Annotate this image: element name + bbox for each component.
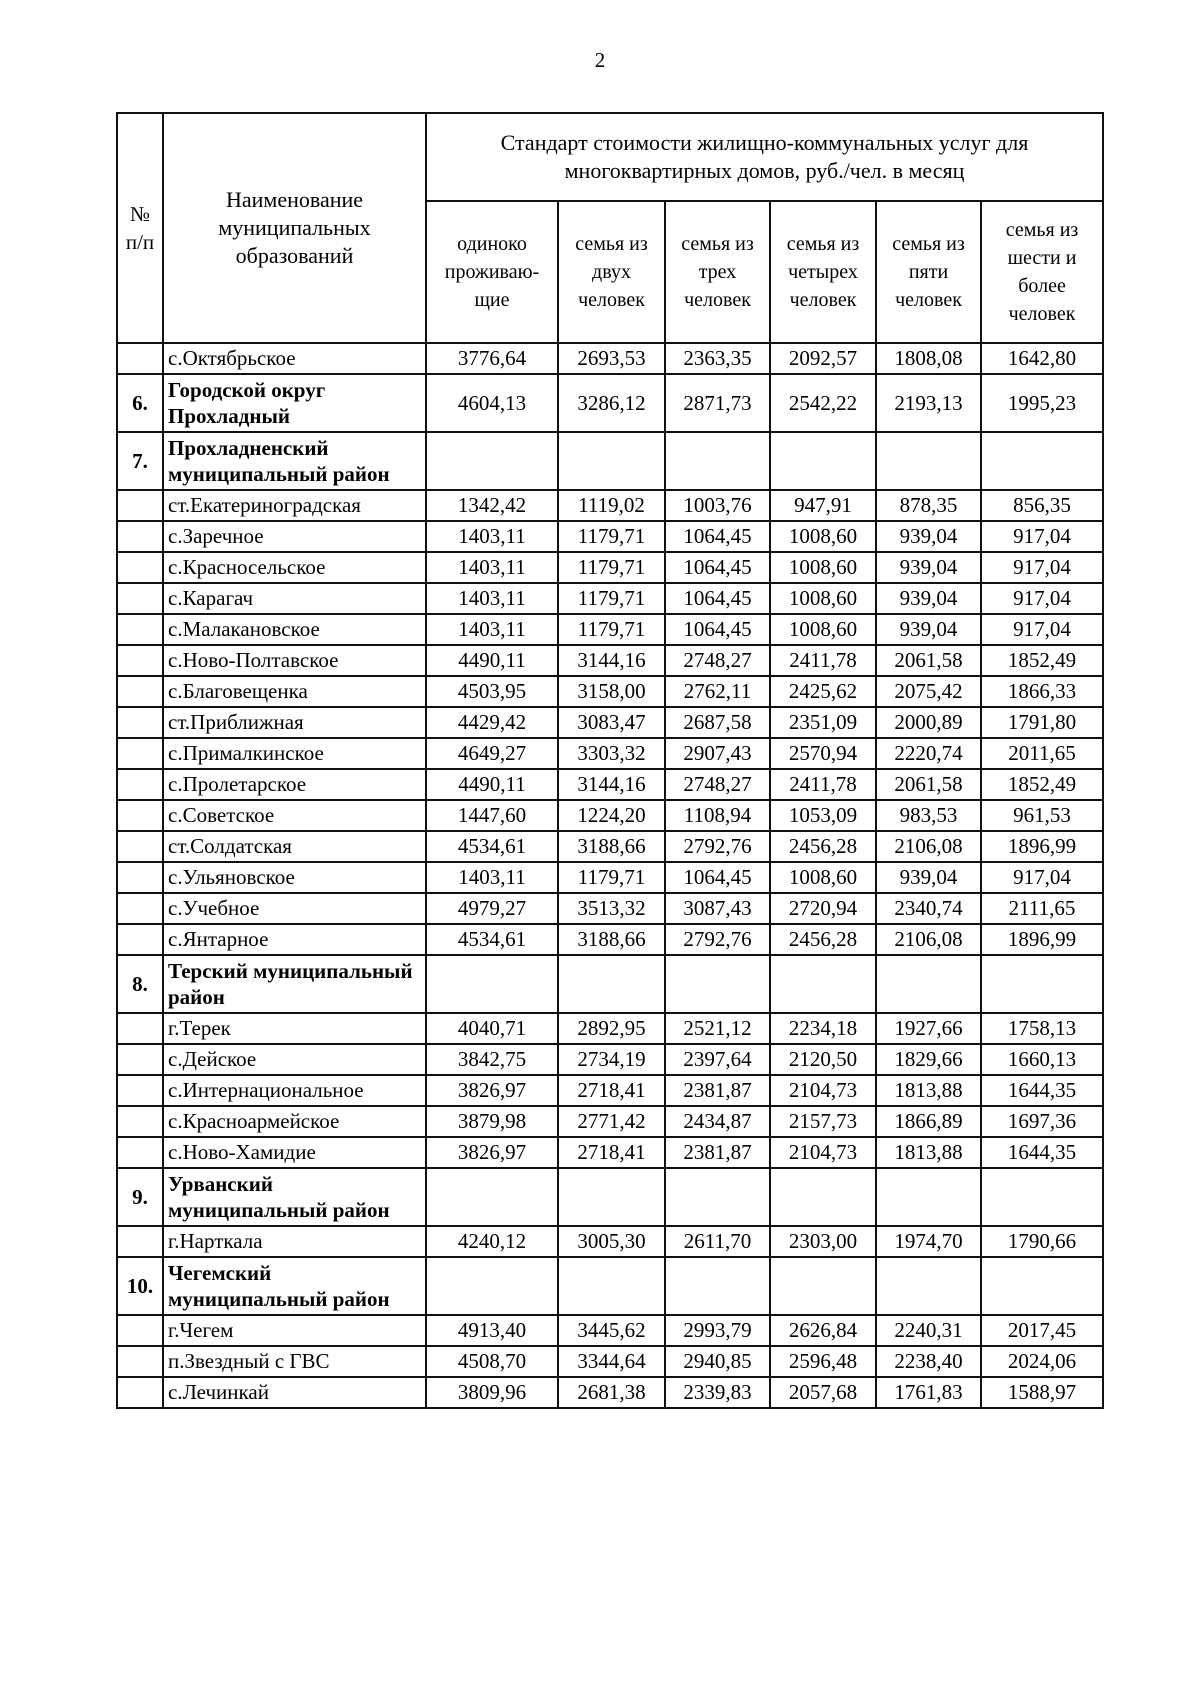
settlement-name: с.Красноармейское — [163, 1106, 426, 1137]
cost-value: 961,53 — [981, 800, 1103, 831]
cost-value: 1660,13 — [981, 1044, 1103, 1075]
cost-value: 2907,43 — [665, 738, 770, 769]
cost-value: 1791,80 — [981, 707, 1103, 738]
table-row — [117, 583, 1103, 614]
cost-value: 2940,85 — [665, 1346, 770, 1377]
cost-value: 1403,11 — [426, 614, 558, 645]
settlement-name: с.Ново-Хамидие — [163, 1137, 426, 1168]
row-number — [117, 893, 163, 924]
cost-value: 2106,08 — [876, 924, 981, 955]
cost-value: 4979,27 — [426, 893, 558, 924]
cost-value: 2075,42 — [876, 676, 981, 707]
cost-value: 4534,61 — [426, 924, 558, 955]
cost-value: 1852,49 — [981, 769, 1103, 800]
row-number — [117, 862, 163, 893]
cost-value: 2397,64 — [665, 1044, 770, 1075]
cost-value — [876, 1168, 981, 1226]
cost-value: 878,35 — [876, 490, 981, 521]
table-row — [117, 1044, 1103, 1075]
cost-value: 2220,74 — [876, 738, 981, 769]
settlement-name: с.Лечинкай — [163, 1377, 426, 1408]
cost-value: 3005,30 — [558, 1226, 665, 1257]
cost-value — [426, 955, 558, 1013]
cost-value: 2240,31 — [876, 1315, 981, 1346]
cost-value: 947,91 — [770, 490, 876, 521]
table-row — [117, 800, 1103, 831]
row-number — [117, 1075, 163, 1106]
cost-value: 917,04 — [981, 862, 1103, 893]
cost-value: 3445,62 — [558, 1315, 665, 1346]
cost-value: 2061,58 — [876, 769, 981, 800]
column-header-single: одиноко проживаю-щие — [426, 201, 558, 343]
settlement-name: ст.Приближная — [163, 707, 426, 738]
cost-value: 2092,57 — [770, 343, 876, 374]
settlement-name: с.Благовещенка — [163, 676, 426, 707]
cost-value: 1447,60 — [426, 800, 558, 831]
cost-value: 3826,97 — [426, 1075, 558, 1106]
row-number — [117, 800, 163, 831]
table-row — [117, 1106, 1103, 1137]
cost-value — [665, 432, 770, 490]
cost-value: 2611,70 — [665, 1226, 770, 1257]
group-name: Городской округ Прохладный — [163, 374, 426, 432]
cost-value: 2381,87 — [665, 1137, 770, 1168]
cost-value: 1974,70 — [876, 1226, 981, 1257]
cost-value: 1852,49 — [981, 645, 1103, 676]
cost-value: 3344,64 — [558, 1346, 665, 1377]
cost-value: 939,04 — [876, 862, 981, 893]
table-row — [117, 1346, 1103, 1377]
row-number — [117, 1137, 163, 1168]
cost-value — [665, 1257, 770, 1315]
table-row — [117, 738, 1103, 769]
column-header-four: семья из четырех человек — [770, 201, 876, 343]
cost-value: 2104,73 — [770, 1137, 876, 1168]
cost-value: 2771,42 — [558, 1106, 665, 1137]
column-header-three: семья из трех человек — [665, 201, 770, 343]
cost-value: 4649,27 — [426, 738, 558, 769]
cost-value: 1179,71 — [558, 862, 665, 893]
cost-value: 2626,84 — [770, 1315, 876, 1346]
page-number: 2 — [594, 48, 606, 72]
cost-value: 2718,41 — [558, 1075, 665, 1106]
row-number — [117, 343, 163, 374]
cost-value: 2762,11 — [665, 676, 770, 707]
table-body — [117, 343, 1103, 1408]
cost-value: 4240,12 — [426, 1226, 558, 1257]
cost-value: 2411,78 — [770, 645, 876, 676]
cost-value: 3842,75 — [426, 1044, 558, 1075]
cost-value: 1179,71 — [558, 583, 665, 614]
cost-value: 2434,87 — [665, 1106, 770, 1137]
table-group-row — [117, 1168, 1103, 1226]
cost-value: 1179,71 — [558, 614, 665, 645]
row-number — [117, 1044, 163, 1075]
cost-value: 1064,45 — [665, 862, 770, 893]
cost-value: 939,04 — [876, 552, 981, 583]
cost-value: 1008,60 — [770, 614, 876, 645]
cost-value: 2792,76 — [665, 831, 770, 862]
cost-value: 4490,11 — [426, 645, 558, 676]
cost-value: 3158,00 — [558, 676, 665, 707]
row-number — [117, 924, 163, 955]
cost-value: 4429,42 — [426, 707, 558, 738]
cost-value — [981, 1168, 1103, 1226]
table-row — [117, 1013, 1103, 1044]
cost-value — [770, 1257, 876, 1315]
cost-value: 1403,11 — [426, 862, 558, 893]
settlement-name: г.Терек — [163, 1013, 426, 1044]
cost-value — [665, 955, 770, 1013]
cost-value: 2157,73 — [770, 1106, 876, 1137]
cost-value — [558, 955, 665, 1013]
cost-value: 2456,28 — [770, 924, 876, 955]
settlement-name: ст.Екатериноградская — [163, 490, 426, 521]
table-row — [117, 552, 1103, 583]
cost-value: 3087,43 — [665, 893, 770, 924]
cost-value: 1179,71 — [558, 552, 665, 583]
cost-value: 1790,66 — [981, 1226, 1103, 1257]
cost-value — [981, 432, 1103, 490]
cost-value: 1119,02 — [558, 490, 665, 521]
cost-value: 2339,83 — [665, 1377, 770, 1408]
table-row — [117, 1075, 1103, 1106]
cost-value: 2411,78 — [770, 769, 876, 800]
row-number: 8. — [117, 955, 163, 1013]
cost-value: 917,04 — [981, 614, 1103, 645]
cost-value: 2720,94 — [770, 893, 876, 924]
cost-value: 1179,71 — [558, 521, 665, 552]
cost-value: 1808,08 — [876, 343, 981, 374]
housing-cost-table — [116, 112, 1104, 1409]
cost-value — [770, 1168, 876, 1226]
settlement-name: с.Ульяновское — [163, 862, 426, 893]
row-number: 6. — [117, 374, 163, 432]
column-header-number: № п/п — [117, 113, 163, 343]
cost-value: 4534,61 — [426, 831, 558, 862]
row-number — [117, 676, 163, 707]
cost-value: 2456,28 — [770, 831, 876, 862]
cost-value: 1642,80 — [981, 343, 1103, 374]
cost-value — [558, 1168, 665, 1226]
cost-value: 1403,11 — [426, 583, 558, 614]
row-number — [117, 1377, 163, 1408]
cost-value: 1644,35 — [981, 1075, 1103, 1106]
cost-value: 2681,38 — [558, 1377, 665, 1408]
cost-value: 3083,47 — [558, 707, 665, 738]
table-row — [117, 893, 1103, 924]
settlement-name: с.Янтарное — [163, 924, 426, 955]
cost-value: 4913,40 — [426, 1315, 558, 1346]
row-number — [117, 831, 163, 862]
table-row — [117, 707, 1103, 738]
cost-value: 2892,95 — [558, 1013, 665, 1044]
row-number — [117, 769, 163, 800]
settlement-name: с.Ново-Полтавское — [163, 645, 426, 676]
cost-value: 1761,83 — [876, 1377, 981, 1408]
table-row — [117, 343, 1103, 374]
cost-value — [665, 1168, 770, 1226]
cost-value: 2303,00 — [770, 1226, 876, 1257]
cost-value: 3303,32 — [558, 738, 665, 769]
table-group-row — [117, 955, 1103, 1013]
cost-value: 939,04 — [876, 614, 981, 645]
table-group-row — [117, 432, 1103, 490]
cost-value — [981, 955, 1103, 1013]
cost-value: 3513,32 — [558, 893, 665, 924]
settlement-name: с.Красносельское — [163, 552, 426, 583]
cost-value: 2596,48 — [770, 1346, 876, 1377]
cost-value: 1064,45 — [665, 521, 770, 552]
settlement-name: с.Советское — [163, 800, 426, 831]
table-row — [117, 1137, 1103, 1168]
cost-value: 983,53 — [876, 800, 981, 831]
settlement-name: с.Заречное — [163, 521, 426, 552]
cost-value: 1829,66 — [876, 1044, 981, 1075]
settlement-name: с.Дейское — [163, 1044, 426, 1075]
cost-value: 4490,11 — [426, 769, 558, 800]
cost-value: 2111,65 — [981, 893, 1103, 924]
cost-value: 4604,13 — [426, 374, 558, 432]
cost-value — [981, 1257, 1103, 1315]
row-number — [117, 490, 163, 521]
column-header-six-plus: семья из шести и более человек — [981, 201, 1103, 343]
cost-value: 3286,12 — [558, 374, 665, 432]
row-number — [117, 707, 163, 738]
cost-value: 917,04 — [981, 583, 1103, 614]
table-row — [117, 1226, 1103, 1257]
table-row — [117, 769, 1103, 800]
cost-value: 2057,68 — [770, 1377, 876, 1408]
table-group-row — [117, 374, 1103, 432]
cost-value: 2425,62 — [770, 676, 876, 707]
row-number — [117, 1013, 163, 1044]
cost-value: 2024,06 — [981, 1346, 1103, 1377]
cost-value: 917,04 — [981, 521, 1103, 552]
table-row — [117, 924, 1103, 955]
group-name: Прохладненский муниципальный район — [163, 432, 426, 490]
cost-value — [876, 1257, 981, 1315]
cost-value: 1927,66 — [876, 1013, 981, 1044]
settlement-name: с.Интернациональное — [163, 1075, 426, 1106]
cost-value: 3188,66 — [558, 924, 665, 955]
cost-value: 856,35 — [981, 490, 1103, 521]
cost-value: 4503,95 — [426, 676, 558, 707]
cost-value: 2693,53 — [558, 343, 665, 374]
cost-value: 2340,74 — [876, 893, 981, 924]
cost-value: 1403,11 — [426, 552, 558, 583]
row-number — [117, 583, 163, 614]
cost-value — [770, 432, 876, 490]
cost-value: 3188,66 — [558, 831, 665, 862]
cost-value — [426, 1168, 558, 1226]
cost-value — [426, 432, 558, 490]
cost-value: 1053,09 — [770, 800, 876, 831]
settlement-name: с.Малакановское — [163, 614, 426, 645]
cost-value: 2011,65 — [981, 738, 1103, 769]
cost-value: 2687,58 — [665, 707, 770, 738]
cost-value: 2734,19 — [558, 1044, 665, 1075]
cost-value: 1403,11 — [426, 521, 558, 552]
settlement-name: с.Учебное — [163, 893, 426, 924]
group-name: Терский муниципальный район — [163, 955, 426, 1013]
cost-value: 1995,23 — [981, 374, 1103, 432]
cost-value — [426, 1257, 558, 1315]
cost-value — [558, 432, 665, 490]
cost-value: 3144,16 — [558, 645, 665, 676]
row-number — [117, 1226, 163, 1257]
cost-value: 1342,42 — [426, 490, 558, 521]
column-header-five: семья из пяти человек — [876, 201, 981, 343]
cost-value: 1644,35 — [981, 1137, 1103, 1168]
cost-value: 1064,45 — [665, 552, 770, 583]
table-row — [117, 676, 1103, 707]
cost-value: 1758,13 — [981, 1013, 1103, 1044]
cost-value: 2792,76 — [665, 924, 770, 955]
row-number — [117, 1106, 163, 1137]
cost-value: 1008,60 — [770, 552, 876, 583]
cost-value: 1008,60 — [770, 862, 876, 893]
row-number: 9. — [117, 1168, 163, 1226]
cost-value: 2234,18 — [770, 1013, 876, 1044]
cost-value: 1813,88 — [876, 1075, 981, 1106]
settlement-name: с.Прималкинское — [163, 738, 426, 769]
cost-value: 3826,97 — [426, 1137, 558, 1168]
row-number — [117, 614, 163, 645]
cost-value: 1896,99 — [981, 924, 1103, 955]
group-name: Чегемский муниципальный район — [163, 1257, 426, 1315]
cost-value: 2017,45 — [981, 1315, 1103, 1346]
table-row — [117, 614, 1103, 645]
cost-value: 1896,99 — [981, 831, 1103, 862]
cost-value: 2993,79 — [665, 1315, 770, 1346]
cost-value: 2871,73 — [665, 374, 770, 432]
cost-value: 2120,50 — [770, 1044, 876, 1075]
cost-value: 1866,89 — [876, 1106, 981, 1137]
table-row — [117, 521, 1103, 552]
cost-value: 1108,94 — [665, 800, 770, 831]
settlement-name: п.Звездный с ГВС — [163, 1346, 426, 1377]
row-number — [117, 1346, 163, 1377]
cost-value: 2748,27 — [665, 645, 770, 676]
table-row — [117, 645, 1103, 676]
cost-value: 2718,41 — [558, 1137, 665, 1168]
cost-value: 1008,60 — [770, 521, 876, 552]
column-header-two: семья из двух человек — [558, 201, 665, 343]
cost-value: 2351,09 — [770, 707, 876, 738]
column-group-title: Стандарт стоимости жилищно-коммунальных услуг для многоквартирных домов, руб./чел. в месяц — [426, 113, 1103, 201]
settlement-name: с.Пролетарское — [163, 769, 426, 800]
cost-value: 1224,20 — [558, 800, 665, 831]
cost-value: 1866,33 — [981, 676, 1103, 707]
cost-value: 2381,87 — [665, 1075, 770, 1106]
cost-value: 1813,88 — [876, 1137, 981, 1168]
cost-value: 2363,35 — [665, 343, 770, 374]
table-row — [117, 831, 1103, 862]
cost-value: 1003,76 — [665, 490, 770, 521]
settlement-name: ст.Солдатская — [163, 831, 426, 862]
cost-value: 1588,97 — [981, 1377, 1103, 1408]
cost-value: 1064,45 — [665, 614, 770, 645]
group-name: Урванский муниципальный район — [163, 1168, 426, 1226]
cost-value: 2570,94 — [770, 738, 876, 769]
cost-value: 2238,40 — [876, 1346, 981, 1377]
settlement-name: г.Нарткала — [163, 1226, 426, 1257]
row-number — [117, 738, 163, 769]
table-row — [117, 490, 1103, 521]
cost-value: 1008,60 — [770, 583, 876, 614]
cost-value: 2000,89 — [876, 707, 981, 738]
cost-value: 2521,12 — [665, 1013, 770, 1044]
cost-value: 1697,36 — [981, 1106, 1103, 1137]
cost-value — [876, 955, 981, 1013]
cost-value: 2748,27 — [665, 769, 770, 800]
column-header-name: Наименование муниципальных образований — [163, 113, 426, 343]
cost-value: 939,04 — [876, 521, 981, 552]
table-group-row — [117, 1257, 1103, 1315]
cost-value: 3809,96 — [426, 1377, 558, 1408]
cost-value: 3879,98 — [426, 1106, 558, 1137]
row-number: 7. — [117, 432, 163, 490]
settlement-name: с.Карагач — [163, 583, 426, 614]
cost-value — [558, 1257, 665, 1315]
cost-value: 2061,58 — [876, 645, 981, 676]
cost-value: 4508,70 — [426, 1346, 558, 1377]
cost-value: 2542,22 — [770, 374, 876, 432]
settlement-name: с.Октябрьское — [163, 343, 426, 374]
table-row — [117, 862, 1103, 893]
cost-value: 1064,45 — [665, 583, 770, 614]
settlement-name: г.Чегем — [163, 1315, 426, 1346]
cost-value: 2193,13 — [876, 374, 981, 432]
row-number — [117, 521, 163, 552]
row-number — [117, 645, 163, 676]
cost-value: 917,04 — [981, 552, 1103, 583]
table-row — [117, 1315, 1103, 1346]
cost-value: 4040,71 — [426, 1013, 558, 1044]
cost-value — [770, 955, 876, 1013]
row-number — [117, 1315, 163, 1346]
cost-value: 2104,73 — [770, 1075, 876, 1106]
cost-value: 939,04 — [876, 583, 981, 614]
cost-value: 2106,08 — [876, 831, 981, 862]
cost-value: 3776,64 — [426, 343, 558, 374]
cost-value — [876, 432, 981, 490]
cost-value: 3144,16 — [558, 769, 665, 800]
row-number — [117, 552, 163, 583]
table-row — [117, 1377, 1103, 1408]
row-number: 10. — [117, 1257, 163, 1315]
